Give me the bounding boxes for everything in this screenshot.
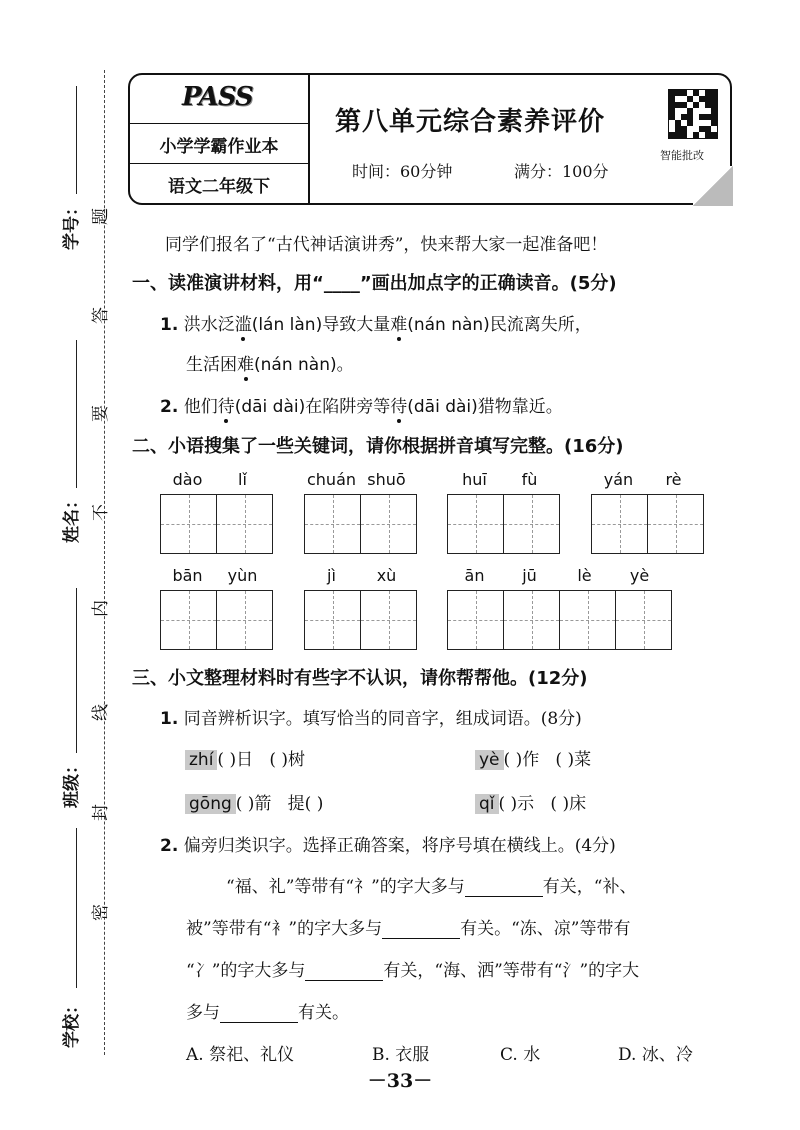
seal-word: 封 bbox=[91, 804, 111, 821]
text: 洪水泛 bbox=[183, 315, 235, 335]
answer-blank[interactable] bbox=[220, 1002, 298, 1023]
text: 多与 bbox=[186, 1003, 220, 1023]
text: 同音辨析识字。填写恰当的同音字，组成词语。(8分) bbox=[183, 709, 582, 729]
fill-blank[interactable]: ( )日 bbox=[217, 750, 254, 770]
section1-heading: 一、读准演讲材料，用“____”画出加点字的正确读音。(5分) bbox=[132, 273, 617, 294]
radical-line-3 bbox=[186, 956, 639, 981]
pinyin-label: jì bbox=[327, 566, 336, 585]
pinyin-choice[interactable]: (dāi dài) bbox=[407, 397, 478, 417]
answer-blank[interactable] bbox=[305, 960, 383, 981]
pinyin-word-group bbox=[304, 470, 417, 556]
pinyin-choice[interactable]: (nán nàn) bbox=[254, 355, 337, 375]
seal-word: 答 bbox=[91, 307, 111, 324]
tianzige-cell[interactable] bbox=[448, 495, 504, 553]
text: 民流离失所， bbox=[489, 315, 592, 335]
s3-part1 bbox=[160, 704, 582, 729]
option-d: D. 冰、冷 bbox=[618, 1045, 693, 1065]
intro-text: 同学们报名了“古代神话演讲秀”，快来帮大家一起准备吧！ bbox=[165, 235, 608, 255]
tianzige-cell[interactable] bbox=[305, 591, 361, 649]
pinyin-label: shuō bbox=[367, 470, 406, 489]
seal-word: 不 bbox=[91, 504, 111, 521]
tianzige-cell[interactable] bbox=[616, 591, 671, 649]
divider bbox=[130, 123, 308, 124]
text: 有关，“补、 bbox=[542, 877, 637, 897]
text: “福、礼”等带有“礻”的字大多与 bbox=[226, 877, 465, 897]
student-id-label: 学号： bbox=[62, 199, 82, 250]
text: 有关。 bbox=[298, 1003, 349, 1023]
question-number: 2. bbox=[160, 836, 179, 856]
section3-heading: 三、小文整理材料时有些字不认识，请你帮帮他。(12分) bbox=[132, 668, 588, 689]
pinyin-label: lǐ bbox=[238, 470, 247, 489]
text: 有关，“海、洒”等带有“氵”的字大 bbox=[383, 961, 640, 981]
pinyin-label: fù bbox=[521, 470, 538, 489]
page-number: －33－ bbox=[367, 1070, 433, 1092]
fill-blank[interactable]: ( )树 bbox=[269, 750, 305, 770]
homophone-row-1b bbox=[475, 745, 591, 770]
seal-word: 密 bbox=[91, 904, 111, 921]
pinyin-word-group bbox=[304, 566, 417, 652]
option-a: A. 祭祀、礼仪 bbox=[186, 1045, 295, 1065]
class-label: 班级： bbox=[62, 757, 82, 808]
seal-word: 题 bbox=[91, 208, 111, 225]
fill-blank[interactable]: ( )箭 bbox=[235, 794, 272, 814]
tianzige-cell[interactable] bbox=[448, 591, 504, 649]
homophone-row-1 bbox=[185, 745, 305, 770]
tianzige-cell[interactable] bbox=[217, 591, 272, 649]
pinyin-label: yè bbox=[629, 566, 650, 585]
dotted-char: 待 bbox=[217, 397, 235, 417]
option-b: B. 衣服 bbox=[372, 1045, 430, 1065]
fill-blank[interactable]: ( )床 bbox=[550, 794, 587, 814]
pinyin-word-group bbox=[160, 470, 273, 556]
radical-line-2 bbox=[186, 914, 630, 939]
fill-blank[interactable]: 提( ) bbox=[287, 794, 324, 814]
pinyin-prompt: gōng bbox=[185, 794, 236, 814]
text: 导致大量 bbox=[322, 315, 391, 335]
pinyin-choice[interactable]: (dāi dài) bbox=[234, 397, 306, 417]
text: 生活困 bbox=[186, 355, 237, 375]
s3-part2 bbox=[160, 831, 616, 856]
page-fold-icon bbox=[693, 166, 733, 206]
dotted-char: 难 bbox=[390, 315, 408, 335]
pinyin-label: chuán bbox=[306, 470, 357, 489]
pinyin-word-group bbox=[447, 470, 560, 556]
answer-blank[interactable] bbox=[382, 918, 460, 939]
tianzige-cell[interactable] bbox=[305, 495, 361, 553]
exam-time: 时间：60分钟 bbox=[352, 162, 453, 181]
seal-word: 线 bbox=[91, 704, 111, 721]
tianzige-cell[interactable] bbox=[592, 495, 648, 553]
s1-q2-line bbox=[160, 392, 563, 417]
pinyin-label: huī bbox=[462, 470, 487, 489]
tianzige-cell[interactable] bbox=[560, 591, 616, 649]
divider bbox=[130, 163, 308, 164]
text: 。 bbox=[336, 355, 354, 375]
text: “冫”的字大多与 bbox=[186, 961, 306, 981]
pinyin-label: bān bbox=[172, 566, 203, 585]
pinyin-prompt: zhí bbox=[185, 750, 217, 770]
header-brand-panel bbox=[130, 75, 310, 203]
name-field[interactable] bbox=[76, 340, 77, 488]
section2-heading: 二、小语搜集了一些关键词，请你根据拼音填写完整。(16分) bbox=[132, 436, 624, 457]
text: 被”等带有“衤”的字大多与 bbox=[186, 919, 383, 939]
pinyin-word-group bbox=[591, 470, 704, 556]
dotted-char: 待 bbox=[390, 397, 408, 417]
dotted-char: 滥 bbox=[234, 315, 252, 335]
grade-name: 语文二年级下 bbox=[168, 177, 270, 197]
text: 猎物靠近。 bbox=[477, 397, 563, 417]
name-label: 姓名： bbox=[62, 492, 82, 543]
school-label: 学校： bbox=[62, 997, 82, 1048]
homophone-row-2b bbox=[475, 789, 586, 814]
seal-word: 要 bbox=[91, 405, 111, 422]
pass-logo: PASS bbox=[182, 82, 253, 112]
fill-blank[interactable]: ( )作 bbox=[503, 750, 540, 770]
dotted-char: 难 bbox=[237, 355, 254, 375]
text: 偏旁归类识字。选择正确答案，将序号填在横线上。(4分) bbox=[183, 836, 616, 856]
option-c: C. 水 bbox=[500, 1045, 541, 1065]
qr-code-icon[interactable] bbox=[668, 89, 718, 139]
student-id-field[interactable] bbox=[76, 86, 77, 194]
pinyin-prompt: yè bbox=[475, 750, 504, 770]
s1-q1-line1 bbox=[160, 310, 592, 335]
school-field[interactable] bbox=[76, 828, 77, 988]
pinyin-word-group bbox=[447, 566, 670, 652]
question-number: 1. bbox=[160, 709, 179, 729]
pinyin-prompt: qǐ bbox=[475, 794, 499, 814]
tianzige-cell[interactable] bbox=[648, 495, 703, 553]
text: 有关。“冻、凉”等带有 bbox=[460, 919, 631, 939]
class-field[interactable] bbox=[76, 588, 77, 753]
qr-label: 智能批改 bbox=[660, 149, 704, 162]
tianzige-cell[interactable] bbox=[161, 495, 217, 553]
pinyin-label: dào bbox=[172, 470, 203, 489]
pinyin-choice[interactable]: (lán làn) bbox=[251, 315, 323, 335]
tianzige-cell[interactable] bbox=[361, 495, 416, 553]
pinyin-label: yán bbox=[603, 470, 634, 489]
homophone-row-2 bbox=[185, 789, 323, 814]
pinyin-choice[interactable]: (nán nàn) bbox=[407, 315, 490, 335]
tianzige-cell[interactable] bbox=[361, 591, 416, 649]
page-title: 第八单元综合素养评价 bbox=[335, 107, 606, 137]
pinyin-word-group bbox=[160, 566, 273, 652]
tianzige-cell[interactable] bbox=[504, 591, 560, 649]
text: 他们 bbox=[183, 397, 218, 417]
seal-word: 内 bbox=[91, 600, 111, 617]
tianzige-cell[interactable] bbox=[504, 495, 559, 553]
tianzige-cell[interactable] bbox=[217, 495, 272, 553]
full-score: 满分：100分 bbox=[514, 162, 609, 181]
pinyin-label: ān bbox=[464, 566, 485, 585]
answer-blank[interactable] bbox=[465, 876, 543, 897]
radical-line-1 bbox=[226, 872, 636, 897]
pinyin-label: jū bbox=[522, 566, 537, 585]
series-name: 小学学霸作业本 bbox=[159, 137, 279, 157]
pinyin-label: rè bbox=[665, 470, 682, 489]
pinyin-label: lè bbox=[577, 566, 592, 585]
text: 在陷阱旁等 bbox=[305, 397, 391, 417]
radical-line-4 bbox=[186, 998, 349, 1023]
header-box bbox=[128, 73, 732, 205]
fill-blank[interactable]: ( )菜 bbox=[555, 750, 592, 770]
pinyin-label: yùn bbox=[227, 566, 258, 585]
s1-q1-line2 bbox=[186, 350, 354, 375]
question-number: 1. bbox=[160, 315, 179, 335]
tianzige-cell[interactable] bbox=[161, 591, 217, 649]
pinyin-label: xù bbox=[376, 566, 397, 585]
question-number: 2. bbox=[160, 397, 179, 417]
fill-blank[interactable]: ( )示 bbox=[498, 794, 535, 814]
